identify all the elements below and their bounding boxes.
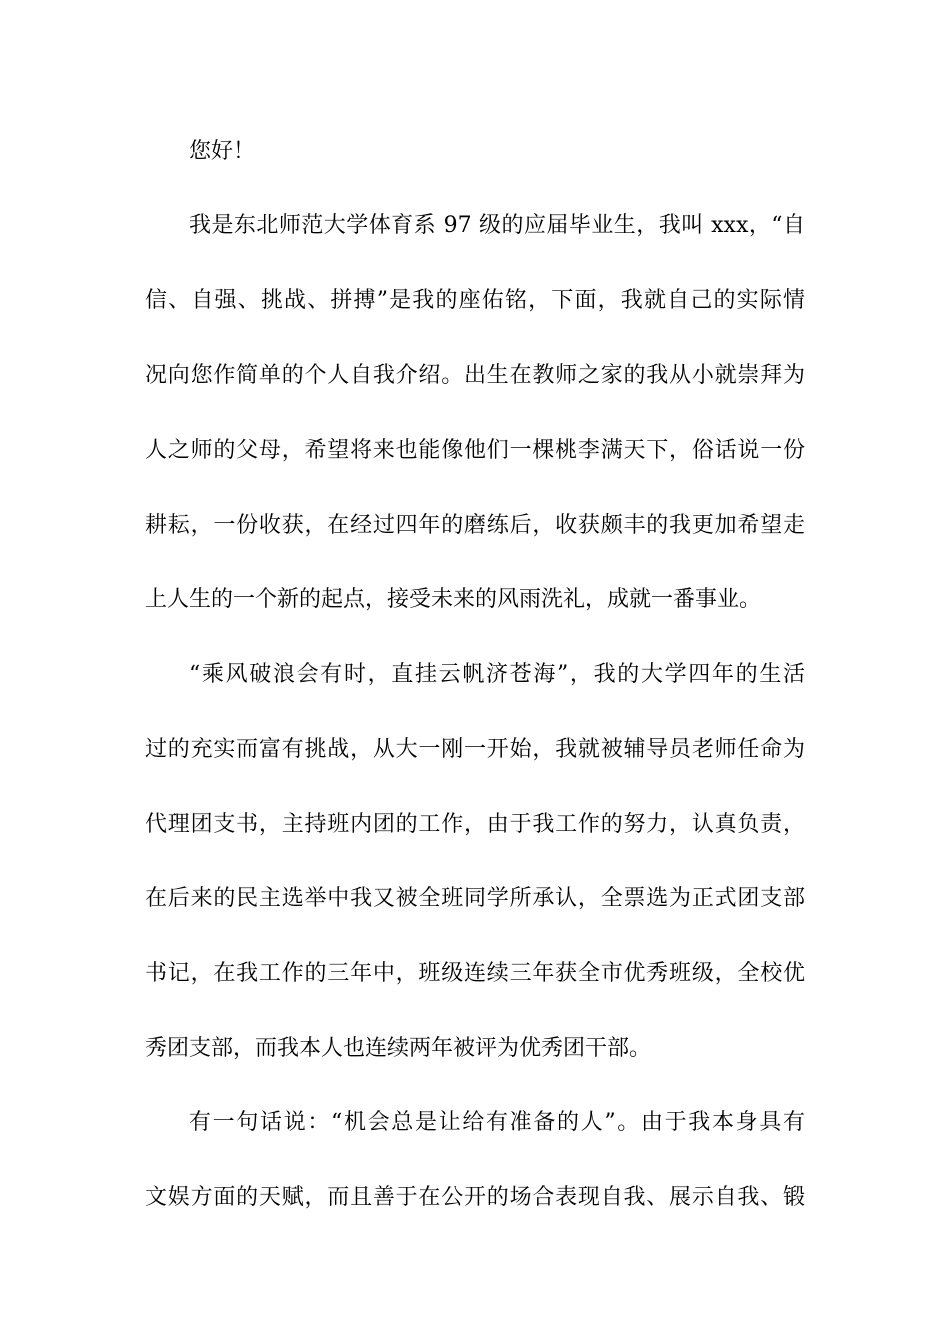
text-line: 秀团支部，而我本人也连续两年被评为优秀团干部。 (145, 1036, 652, 1061)
text-line: 代理团支书，主持班内团的工作，由于我工作的努力，认真负责， (145, 812, 805, 837)
text-line: 人之师的父母，希望将来也能像他们一棵桃李满天下，俗话说一份 (145, 438, 805, 463)
text-line: 信、自强、挑战、拼搏”是我的座佑铭，下面，我就自己的实际情 (145, 288, 805, 313)
greeting: 您好！ (189, 139, 256, 164)
text-line: 上人生的一个新的起点，接受未来的风雨洗礼，成就一番事业。 (145, 587, 762, 612)
text-line: 有一句话说：“机会总是让给有准备的人”。由于我本身具有 (189, 1110, 805, 1135)
text-line: 况向您作简单的个人自我介绍。出生在教师之家的我从小就崇拜为 (145, 363, 805, 388)
text-line: 书记，在我工作的三年中，班级连续三年获全市优秀班级，全校优 (145, 961, 805, 986)
text-line: 在后来的民主选举中我又被全班同学所承认，全票选为正式团支部 (145, 886, 805, 911)
text-line: 文娱方面的天赋，而且善于在公开的场合表现自我、展示自我、锻 (145, 1185, 805, 1210)
text-line: 我是东北师范大学体育系 97 级的应届毕业生，我叫 xxx，“自 (189, 213, 805, 238)
text-line: 耕耘，一份收获，在经过四年的磨练后，收获颇丰的我更加希望走 (145, 513, 805, 538)
text-line: 过的充实而富有挑战，从大一刚一开始，我就被辅导员老师任命为 (145, 737, 805, 762)
text-line: “乘风破浪会有时，直挂云帆济苍海”，我的大学四年的生活 (189, 662, 805, 687)
